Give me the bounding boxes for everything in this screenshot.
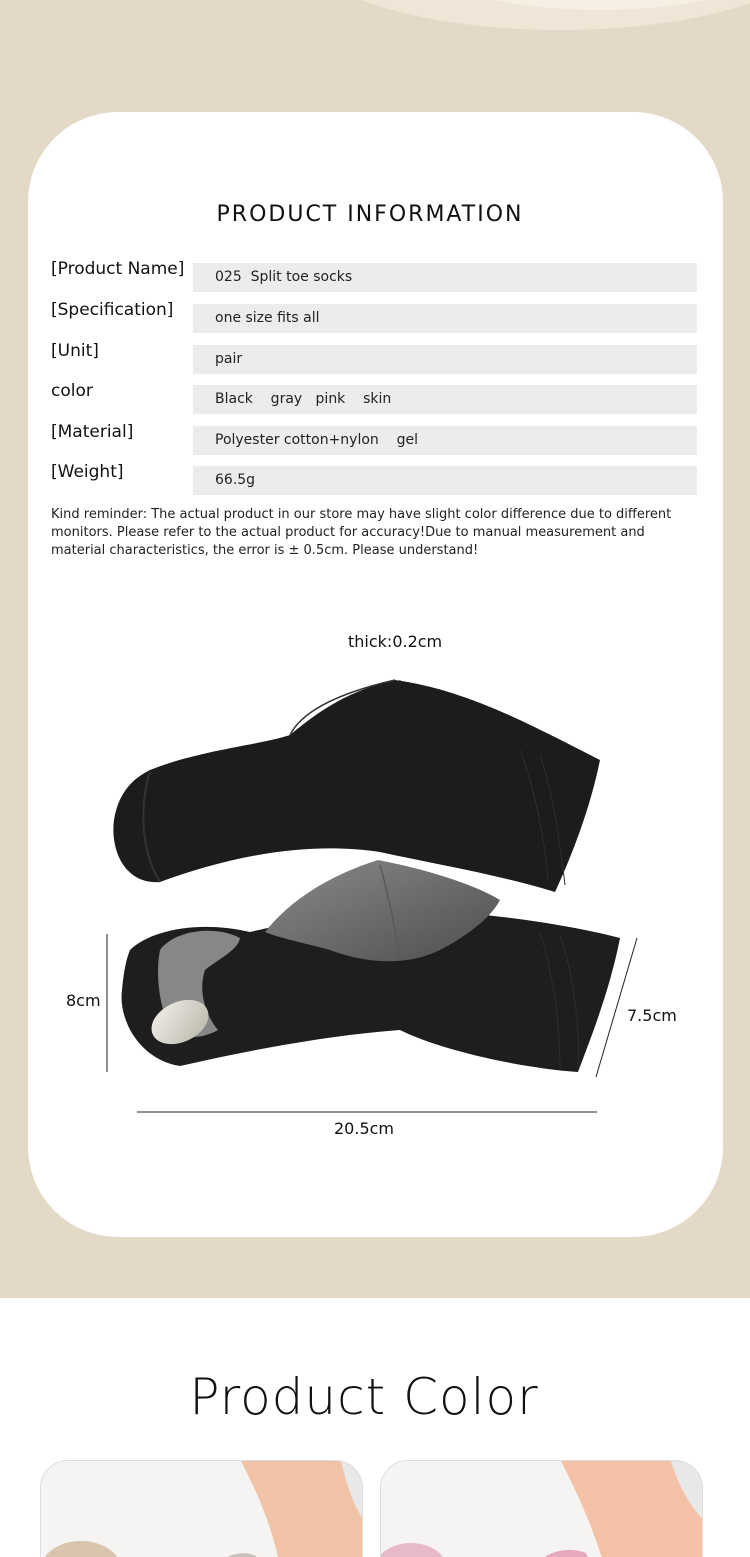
thickness-label: thick:0.2cm [348, 632, 443, 651]
sock-illustration [0, 620, 750, 1160]
spec-value: Black gray pink skin [193, 385, 697, 414]
width-label: 7.5cm [627, 1006, 677, 1025]
spec-row-weight [0, 462, 750, 492]
height-label: 8cm [66, 991, 101, 1010]
spec-row-specification [0, 300, 750, 330]
spec-label: color [51, 381, 93, 401]
kind-reminder-text: Kind reminder: The actual product in our store may have slight color difference due to different monitors. Please refer to the actual product for accuracy!Due to manual measurement and material characteristics, the error is ± 0.5cm. Please understand! [51, 507, 672, 558]
spec-label: [Product Name] [51, 259, 185, 279]
spec-row-color [0, 381, 750, 411]
spec-value: 025 Split toe socks [193, 263, 697, 292]
spec-row-product-name [0, 259, 750, 289]
spec-label: [Material] [51, 422, 134, 442]
product-info-title: PRODUCT INFORMATION [216, 202, 524, 227]
spec-label: [Unit] [51, 341, 99, 361]
skin-sock-photo [41, 1461, 363, 1557]
color-swatch-skin [40, 1460, 363, 1557]
pink-sock-photo [381, 1461, 703, 1557]
spec-row-unit [0, 341, 750, 371]
spec-value: 66.5g [193, 466, 697, 495]
spec-label: [Specification] [51, 300, 174, 320]
length-label: 20.5cm [334, 1119, 395, 1138]
spec-row-material [0, 422, 750, 452]
spec-value: Polyester cotton+nylon gel [193, 426, 697, 455]
product-color-title: Product Color [189, 1368, 539, 1426]
top-sock [113, 680, 600, 892]
spec-value: pair [193, 345, 697, 374]
spec-label: [Weight] [51, 462, 124, 482]
sock-dimension-figure [0, 620, 750, 1160]
color-swatch-pink [380, 1460, 703, 1557]
spec-value: one size fits all [193, 304, 697, 333]
